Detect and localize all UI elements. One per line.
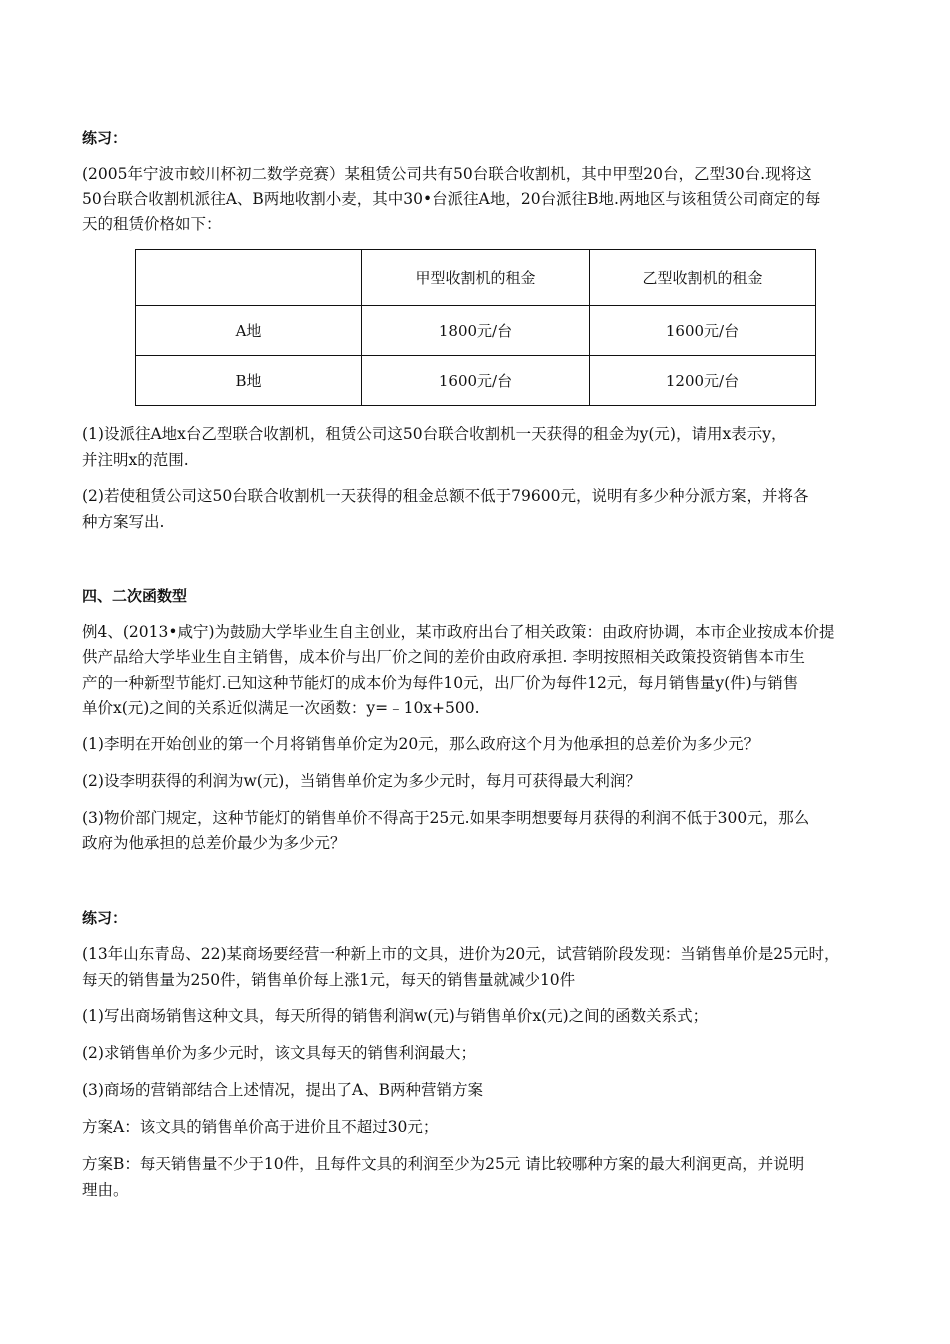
exercise-2-text-line: (13年山东青岛、22)某商场要经营一种新上市的文具，进价为20元，试营销阶段发现：当销售单价是25元时， <box>82 945 840 963</box>
table-cell: 1600元/台 <box>590 306 816 356</box>
example-4-text-line: 例4、(2013•咸宁)为鼓励大学毕业生自主创业，某市政府出台了相关政策：由政府协调，本市企业按成本价提 <box>82 623 835 641</box>
table-row <box>136 306 816 356</box>
table-header-cell: 甲型收割机的租金 <box>362 250 590 306</box>
table-cell: 1200元/台 <box>590 356 816 406</box>
plan-a: 方案A：该文具的销售单价高于进价且不超过30元； <box>82 1118 439 1136</box>
example-4-text-line: 产的一种新型节能灯.已知这种节能灯的成本价为每件10元，出厂价为每件12元，每月销售量y(件)与销售 <box>82 674 799 692</box>
exercise-1-question-1: (1)设派往A地x台乙型联合收割机，租赁公司这50台联合收割机一天获得的租金为y(元)，请用x表示y， <box>82 425 787 443</box>
exercise-1-question-1: 并注明x的范围. <box>82 451 189 469</box>
table-cell: B地 <box>136 356 362 406</box>
exercise-title-1: 练习： <box>82 129 128 147</box>
section-heading: 四、二次函数型 <box>82 587 188 605</box>
table-row <box>136 356 816 406</box>
table-cell: 1800元/台 <box>362 306 590 356</box>
example-4-text-line: 供产品给大学毕业生自主销售，成本价与出厂价之间的差价由政府承担. 李明按照相关政策投资销售本市生 <box>82 648 805 666</box>
plan-b: 理由。 <box>82 1181 129 1199</box>
plan-b: 方案B：每天销售量不少于10件，且每件文具的利润至少为25元 请比较哪种方案的最大利润更高，并说明 <box>82 1155 805 1173</box>
exercise-2-question-2: (2)求销售单价为多少元时，该文具每天的销售利润最大； <box>82 1044 476 1062</box>
table-header-cell <box>136 250 362 306</box>
exercise-1-question-2: (2)若使租赁公司这50台联合收割机一天获得的租金总额不低于79600元，说明有多少种分派方案，并将各 <box>82 487 809 505</box>
table-header-cell: 乙型收割机的租金 <box>590 250 816 306</box>
rental-price-table <box>135 249 816 406</box>
exercise-title-2: 练习： <box>82 909 128 927</box>
exercise-1-text-line: (2005年宁波市蛟川杯初二数学竞赛）某租赁公司共有50台联合收割机，其中甲型20台，乙型30台.现将这 <box>82 165 812 183</box>
example-4-text-line: 单价x(元)之间的关系近似满足一次函数：y=﹣10x+500. <box>82 699 480 717</box>
exercise-1-question-2: 种方案写出. <box>82 513 165 531</box>
example-4-question-1: (1)李明在开始创业的第一个月将销售单价定为20元，那么政府这个月为他承担的总差价为多少元？ <box>82 735 760 753</box>
example-4-question-3: (3)物价部门规定，这种节能灯的销售单价不得高于25元.如果李明想要每月获得的利润不低于300元，那么 <box>82 809 810 827</box>
table-header-row <box>136 250 816 306</box>
exercise-1-text-line: 天的租赁价格如下： <box>82 215 222 233</box>
table-cell: A地 <box>136 306 362 356</box>
example-4-question-2: (2)设李明获得的利润为w(元)，当销售单价定为多少元时，每月可获得最大利润？ <box>82 772 641 790</box>
exercise-2-text-line: 每天的销售量为250件，销售单价每上涨1元，每天的销售量就减少10件 <box>82 971 576 989</box>
table-cell: 1600元/台 <box>362 356 590 406</box>
exercise-2-question-3: (3)商场的营销部结合上述情况，提出了A、B两种营销方案 <box>82 1081 484 1099</box>
exercise-1-text-line: 50台联合收割机派往A、B两地收割小麦，其中30•台派往A地，20台派往B地.两地区与该租赁公司商定的每 <box>82 190 821 208</box>
example-4-question-3: 政府为他承担的总差价最少为多少元？ <box>82 834 346 852</box>
exercise-2-question-1: (1)写出商场销售这种文具，每天所得的销售利润w(元)与销售单价x(元)之间的函数关系式； <box>82 1007 709 1025</box>
